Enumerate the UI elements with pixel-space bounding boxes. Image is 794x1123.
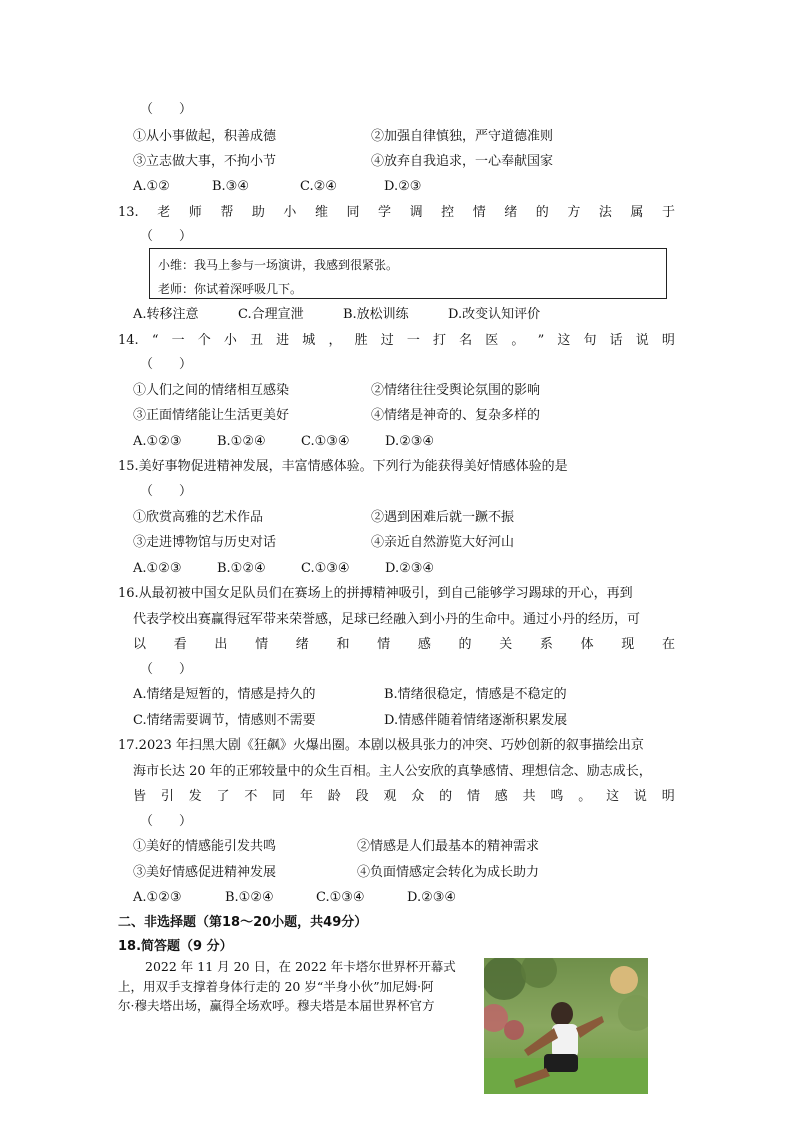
q16-choice-d: D.情感伴随着情绪逐渐积累发展: [384, 713, 568, 728]
q17-choice-d: D.②③④: [407, 890, 457, 905]
q17-option-3: ③美好情感促进精神发展: [133, 865, 277, 880]
q13-stem: 13. 老 师 帮 助 小 维 同 学 调 控 情 绪 的 方 法 属 于: [118, 205, 675, 220]
q17-option-1: ①美好的情感能引发共鸣: [133, 839, 277, 854]
q17-option-4: ④负面情感定会转化为成长助力: [357, 865, 540, 880]
q12-choice-b: B.③④: [212, 179, 249, 194]
q14-stem: 14. “ 一 个 小 丑 进 城 ， 胜 过 一 打 名 医 。 ” 这 句 话 说 明: [118, 333, 675, 348]
q14-paren: （ ）: [140, 357, 193, 372]
q13-choice-b: B.放松训练: [343, 307, 409, 322]
q15-choice-b: B.①②④: [217, 561, 266, 576]
q15-choice-c: C.①③④: [301, 561, 350, 576]
q13-paren: （ ）: [140, 229, 193, 244]
q18-text-line2: 上，用双手支撑着身体行走的 20 岁“半身小伙”加尼姆·阿: [118, 979, 434, 994]
q15-option-2: ②遇到困难后就一蹶不振: [371, 510, 515, 525]
q12-choice-d: D.②③: [384, 179, 422, 194]
q16-stem-line3: 以 看 出 情 绪 和 情 感 的 关 系 体 现 在: [133, 637, 675, 652]
q17-stem-line2: 海市长达 20 年的正邪较量中的众生百相。主人公安欣的真挚感情、理想信念、励志成长，: [133, 764, 652, 779]
q14-choice-a: A.①②③: [133, 434, 182, 449]
q16-choice-a: A.情绪是短暂的，情感是持久的: [133, 687, 316, 702]
q15-paren: （ ）: [140, 484, 193, 499]
q16-stem-line2: 代表学校出赛赢得冠军带来荣誉感，足球已经融入到小丹的生命中。通过小丹的经历，可: [133, 612, 641, 627]
q12-option-3: ③立志做大事，不拘小节: [133, 154, 277, 169]
q17-option-2: ②情感是人们最基本的精神需求: [357, 839, 540, 854]
q14-option-3: ③正面情绪能让生活更美好: [133, 408, 290, 423]
q14-option-4: ④情绪是神奇的、复杂多样的: [371, 408, 541, 423]
q13-dialog-student: 小维：我马上参与一场演讲，我感到很紧张。: [158, 258, 399, 272]
q13-dialog-box: [149, 248, 667, 299]
q13-choice-c: C.合理宣泄: [238, 307, 304, 322]
q13-choice-a: A.转移注意: [133, 307, 199, 322]
q18-athlete-photo: [484, 958, 648, 1094]
q17-choice-c: C.①③④: [316, 890, 365, 905]
q12-choice-a: A.①②: [133, 179, 170, 194]
q16-choice-c: C.情绪需要调节，情感则不需要: [133, 713, 316, 728]
q12-choice-c: C.②④: [300, 179, 337, 194]
q16-stem-line1: 16.从最初被中国女足队员们在赛场上的拼搏精神吸引，到自己能够学习踢球的开心，再到: [118, 586, 633, 601]
q14-option-1: ①人们之间的情绪相互感染: [133, 383, 290, 398]
q14-choice-d: D.②③④: [385, 434, 435, 449]
q16-paren: （ ）: [140, 662, 193, 677]
q15-stem: 15.美好事物促进精神发展，丰富情感体验。下列行为能获得美好情感体验的是: [118, 459, 568, 474]
q14-choice-c: C.①③④: [301, 434, 350, 449]
q18-text-line1: 2022 年 11 月 20 日，在 2022 年卡塔尔世界杯开幕式: [145, 959, 456, 974]
q12-option-2: ②加强自律慎独，严守道德准则: [371, 129, 554, 144]
q16-choice-b: B.情绪很稳定，情感是不稳定的: [384, 687, 567, 702]
q18-title: 18.简答题（9 分）: [118, 939, 233, 954]
section-heading: 二、非选择题（第18～20小题，共49分）: [118, 915, 368, 930]
q14-choice-b: B.①②④: [217, 434, 266, 449]
q12-option-4: ④放弃自我追求，一心奉献国家: [371, 154, 554, 169]
q15-option-4: ④亲近自然游览大好河山: [371, 535, 515, 550]
q18-text-line3: 尔·穆夫塔出场，赢得全场欢呼。穆夫塔是本届世界杯官方: [118, 998, 435, 1013]
q17-paren: （ ）: [140, 814, 193, 829]
q17-stem-line1: 17.2023 年扫黑大剧《狂飙》火爆出圈。本剧以极具张力的冲突、巧妙创新的叙事描绘出京: [118, 738, 644, 753]
q15-choice-d: D.②③④: [385, 561, 435, 576]
q15-option-3: ③走进博物馆与历史对话: [133, 535, 277, 550]
q17-choice-b: B.①②④: [225, 890, 274, 905]
q15-option-1: ①欣赏高雅的艺术作品: [133, 510, 264, 525]
q12-paren: （ ）: [140, 102, 193, 117]
q17-stem-line3: 皆 引 发 了 不 同 年 龄 段 观 众 的 情 感 共 鸣 。 这 说 明: [133, 789, 675, 804]
q15-choice-a: A.①②③: [133, 561, 182, 576]
q14-option-2: ②情绪往往受舆论氛围的影响: [371, 383, 541, 398]
q12-option-1: ①从小事做起，积善成德: [133, 129, 277, 144]
q13-dialog-teacher: 老师：你试着深呼吸几下。: [158, 282, 303, 296]
q13-choice-d: D.改变认知评价: [448, 307, 541, 322]
q17-choice-a: A.①②③: [133, 890, 182, 905]
